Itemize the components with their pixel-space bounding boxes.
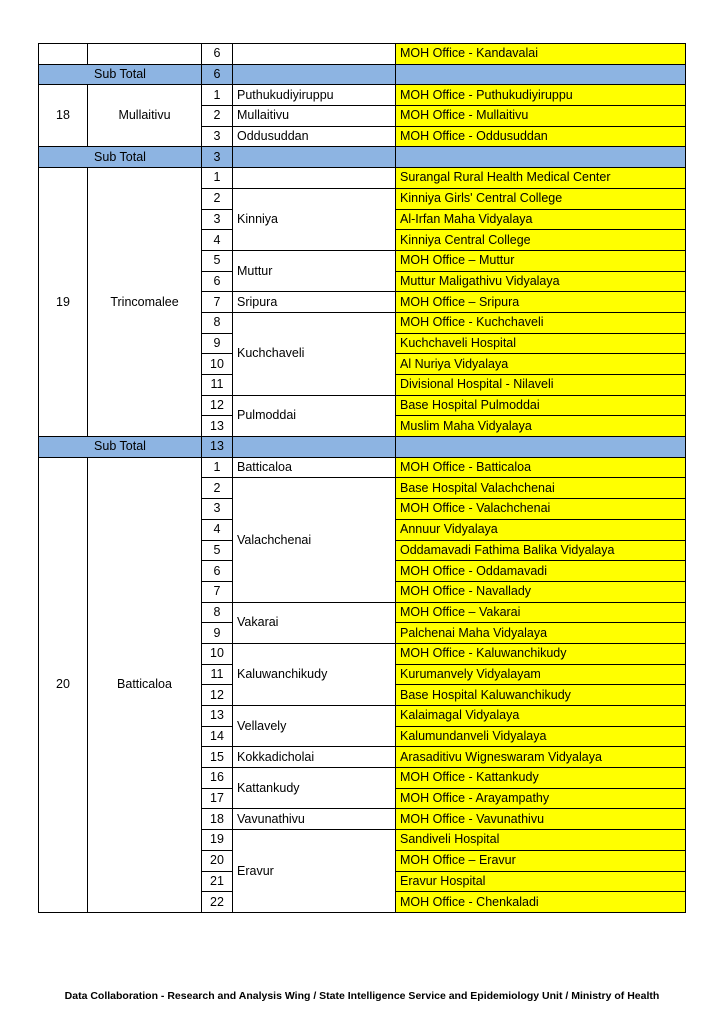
table-row (39, 85, 686, 106)
row-index: 10 (202, 354, 233, 375)
row-index: 1 (202, 168, 233, 189)
site-name: MOH Office - Kandavalai (396, 44, 686, 65)
row-index: 11 (202, 375, 233, 396)
row-index: 6 (202, 271, 233, 292)
moh-area-name: Eravur (233, 830, 396, 913)
row-index: 16 (202, 768, 233, 789)
row-index: 6 (202, 44, 233, 65)
site-name: Kinniya Central College (396, 230, 686, 251)
moh-area-name: Kuchchaveli (233, 312, 396, 395)
row-index: 19 (202, 830, 233, 851)
subtotal-value: 6 (202, 64, 233, 85)
row-index: 9 (202, 623, 233, 644)
site-name: Surangal Rural Health Medical Center (396, 168, 686, 189)
row-index: 14 (202, 726, 233, 747)
subtotal-row (39, 437, 686, 458)
row-index: 12 (202, 395, 233, 416)
moh-area-name: Pulmoddai (233, 395, 396, 436)
site-name: Eravur Hospital (396, 871, 686, 892)
site-name: Base Hospital Kaluwanchikudy (396, 685, 686, 706)
row-index: 5 (202, 250, 233, 271)
subtotal-row (39, 64, 686, 85)
row-index: 2 (202, 478, 233, 499)
subtotal-empty-cell (396, 147, 686, 168)
moh-area-name: Kinniya (233, 188, 396, 250)
row-index: 2 (202, 188, 233, 209)
site-name: Annuur Vidyalaya (396, 519, 686, 540)
district-name-cell (88, 44, 202, 65)
row-index: 20 (202, 850, 233, 871)
subtotal-empty-cell (233, 64, 396, 85)
row-index: 10 (202, 643, 233, 664)
subtotal-value: 13 (202, 437, 233, 458)
site-name: Base Hospital Valachchenai (396, 478, 686, 499)
site-name: Muttur Maligathivu Vidyalaya (396, 271, 686, 292)
row-index: 7 (202, 292, 233, 313)
site-name: Divisional Hospital - Nilaveli (396, 375, 686, 396)
moh-area-name: Puthukudiyiruppu (233, 85, 396, 106)
site-name: MOH Office – Muttur (396, 250, 686, 271)
district-number: 20 (39, 457, 88, 912)
site-name: MOH Office - Vavunathivu (396, 809, 686, 830)
moh-area-name: Mullaitivu (233, 106, 396, 127)
moh-area-name: Muttur (233, 250, 396, 291)
site-name: MOH Office - Arayampathy (396, 788, 686, 809)
subtotal-empty-cell (233, 147, 396, 168)
subtotal-empty-cell (396, 437, 686, 458)
district-name: Batticaloa (88, 457, 202, 912)
subtotal-label: Sub Total (39, 64, 202, 85)
site-name: MOH Office - Mullaitivu (396, 106, 686, 127)
row-index: 8 (202, 602, 233, 623)
site-name: MOH Office - Oddamavadi (396, 561, 686, 582)
table-row (39, 457, 686, 478)
site-name: MOH Office – Eravur (396, 850, 686, 871)
moh-area-name (233, 168, 396, 189)
site-name: Kuchchaveli Hospital (396, 333, 686, 354)
district-name: Trincomalee (88, 168, 202, 437)
row-index: 22 (202, 892, 233, 913)
site-name: Al-Irfan Maha Vidyalaya (396, 209, 686, 230)
subtotal-empty-cell (396, 64, 686, 85)
site-name: MOH Office – Vakarai (396, 602, 686, 623)
row-index: 5 (202, 540, 233, 561)
subtotal-label: Sub Total (39, 437, 202, 458)
district-number: 19 (39, 168, 88, 437)
row-index: 7 (202, 581, 233, 602)
row-index: 13 (202, 706, 233, 727)
row-index: 3 (202, 209, 233, 230)
moh-area-name: Oddusuddan (233, 126, 396, 147)
site-name: Sandiveli Hospital (396, 830, 686, 851)
row-index: 2 (202, 106, 233, 127)
moh-area-name: Sripura (233, 292, 396, 313)
site-name: MOH Office - Kattankudy (396, 768, 686, 789)
row-index: 3 (202, 126, 233, 147)
moh-area-name: Valachchenai (233, 478, 396, 602)
moh-area-name: Kaluwanchikudy (233, 643, 396, 705)
district-name: Mullaitivu (88, 85, 202, 147)
footer-credit: Data Collaboration - Research and Analysis Wing / State Intelligence Service and Epidemiology Unit / Ministry of Health (64, 990, 660, 1002)
site-name: MOH Office - Kuchchaveli (396, 312, 686, 333)
site-name: MOH Office - Chenkaladi (396, 892, 686, 913)
site-name: MOH Office – Sripura (396, 292, 686, 313)
subtotal-value: 3 (202, 147, 233, 168)
row-index: 1 (202, 457, 233, 478)
site-name: Kinniya Girls' Central College (396, 188, 686, 209)
moh-area-name: Vavunathivu (233, 809, 396, 830)
site-name: Kalaimagal Vidyalaya (396, 706, 686, 727)
site-name: MOH Office - Kaluwanchikudy (396, 643, 686, 664)
site-name: Kurumanvely Vidyalayam (396, 664, 686, 685)
moh-area-name: Kattankudy (233, 768, 396, 809)
site-name: MOH Office - Valachchenai (396, 499, 686, 520)
row-index: 15 (202, 747, 233, 768)
site-name: Arasaditivu Wigneswaram Vidyalaya (396, 747, 686, 768)
district-number: 18 (39, 85, 88, 147)
site-name: MOH Office - Batticaloa (396, 457, 686, 478)
row-index: 13 (202, 416, 233, 437)
site-name: MOH Office - Oddusuddan (396, 126, 686, 147)
site-name: Al Nuriya Vidyalaya (396, 354, 686, 375)
site-name: Muslim Maha Vidyalaya (396, 416, 686, 437)
site-name: Oddamavadi Fathima Balika Vidyalaya (396, 540, 686, 561)
table-row (39, 168, 686, 189)
row-index: 18 (202, 809, 233, 830)
row-index: 11 (202, 664, 233, 685)
subtotal-empty-cell (233, 437, 396, 458)
moh-area-name: Vakarai (233, 602, 396, 643)
row-index: 1 (202, 85, 233, 106)
row-index: 9 (202, 333, 233, 354)
row-index: 3 (202, 499, 233, 520)
site-name: MOH Office - Puthukudiyiruppu (396, 85, 686, 106)
row-index: 21 (202, 871, 233, 892)
moh-area-name: Kokkadicholai (233, 747, 396, 768)
row-index: 4 (202, 519, 233, 540)
row-index: 6 (202, 561, 233, 582)
table-row (39, 44, 686, 65)
row-index: 17 (202, 788, 233, 809)
site-name: MOH Office - Navallady (396, 581, 686, 602)
row-index: 12 (202, 685, 233, 706)
moh-area-name: Vellavely (233, 706, 396, 747)
row-index: 4 (202, 230, 233, 251)
moh-area-name: Batticaloa (233, 457, 396, 478)
site-name: Palchenai Maha Vidyalaya (396, 623, 686, 644)
subtotal-row (39, 147, 686, 168)
subtotal-label: Sub Total (39, 147, 202, 168)
site-name: Kalumundanveli Vidyalaya (396, 726, 686, 747)
vaccination-site-table (38, 43, 686, 913)
row-index: 8 (202, 312, 233, 333)
district-number-cell (39, 44, 88, 65)
moh-area-cell (233, 44, 396, 65)
site-name: Base Hospital Pulmoddai (396, 395, 686, 416)
